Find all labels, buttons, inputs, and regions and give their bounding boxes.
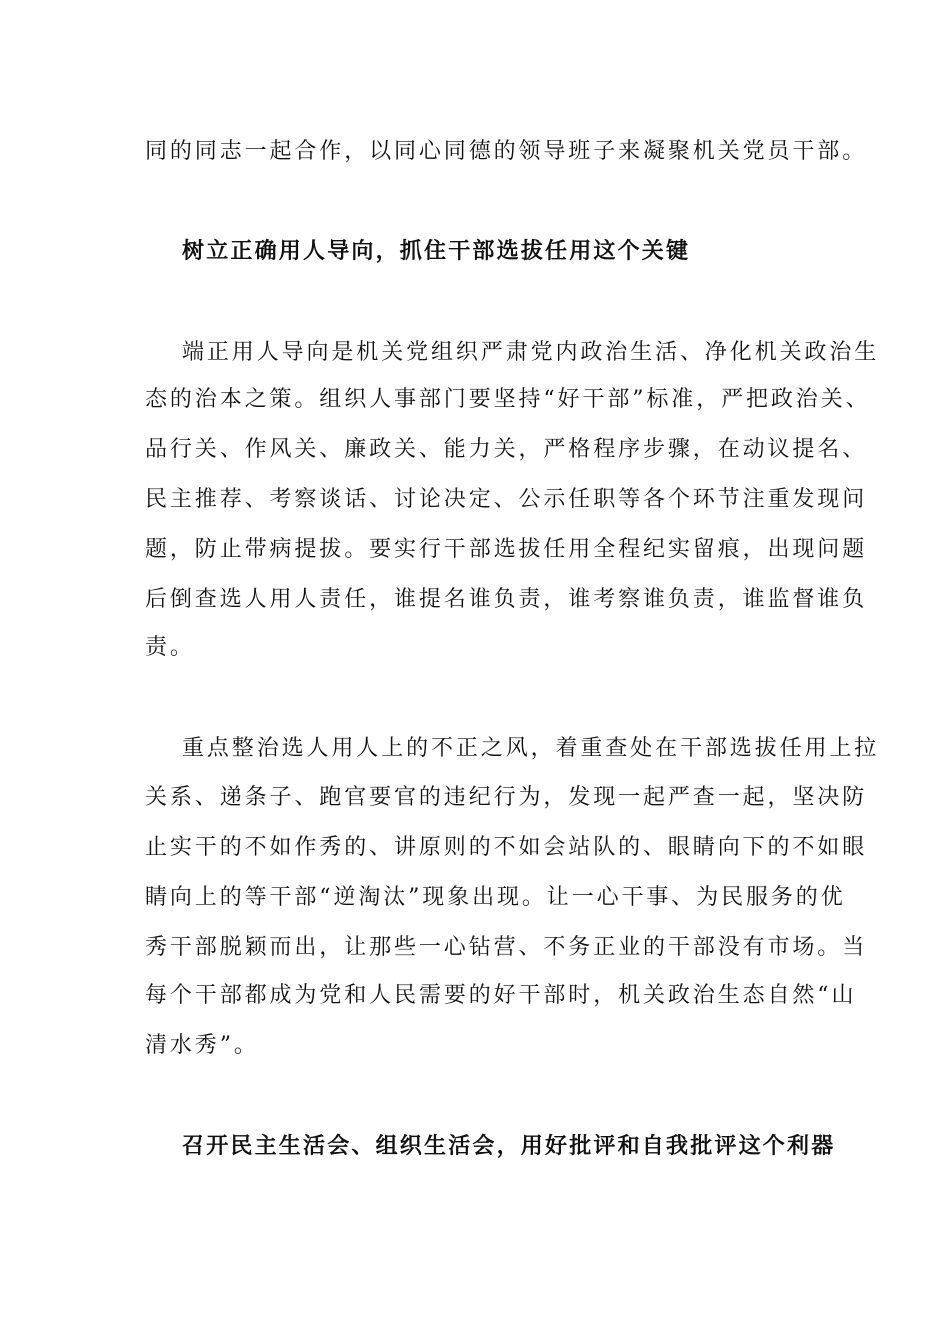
section-heading-life-meetings: 召开民主生活会、组织生活会，用好批评和自我批评这个利器 [182,1133,836,1159]
paragraph-line: 态的治本之策。组织人事部门要坚持“好干部”标准，严把政治关、 [145,387,871,412]
paragraph-line: 后倒查选人用人责任，谁提名谁负责，谁考察谁负责，谁监督谁负 [145,587,868,612]
paragraph-line: 民主推荐、考察谈话、讨论决定、公示任职等各个环节注重发现问 [145,487,868,512]
paragraph-line: 端正用人导向是机关党组织严肃党内政治生活、净化机关政治生 [182,340,880,365]
continuation-line: 同的同志一起合作，以同心同德的领导班子来凝聚机关党员干部。 [145,139,868,164]
section-heading-cadre-selection: 树立正确用人导向，抓住干部选拔任用这个关键 [182,238,691,264]
paragraph-line: 关系、递条子、跑官要官的违纪行为，发现一起严查一起，坚决防 [145,785,868,810]
paragraph-line: 每个干部都成为党和人民需要的好干部时，机关政治生态自然“山 [145,983,857,1008]
paragraph-line: 责。 [145,635,195,660]
paragraph-line: 重点整治选人用人上的不正之风，着重查处在干部选拔任用上拉 [182,736,880,761]
paragraph-line: 品行关、作风关、廉政关、能力关，严格程序步骤，在动议提名、 [145,437,868,462]
paragraph-line: 清水秀”。 [145,1033,259,1058]
paragraph-line: 秀干部脱颖而出，让那些一心钻营、不务正业的干部没有市场。当 [145,935,868,960]
paragraph-line: 止实干的不如作秀的、讲原则的不如会站队的、眼睛向下的不如眼 [145,835,868,860]
paragraph-line: 题，防止带病提拔。要实行干部选拔任用全程纪实留痕，出现问题 [145,537,868,562]
paragraph-line: 睛向上的等干部“逆淘汰”现象出现。让一心干事、为民服务的优 [145,885,846,910]
